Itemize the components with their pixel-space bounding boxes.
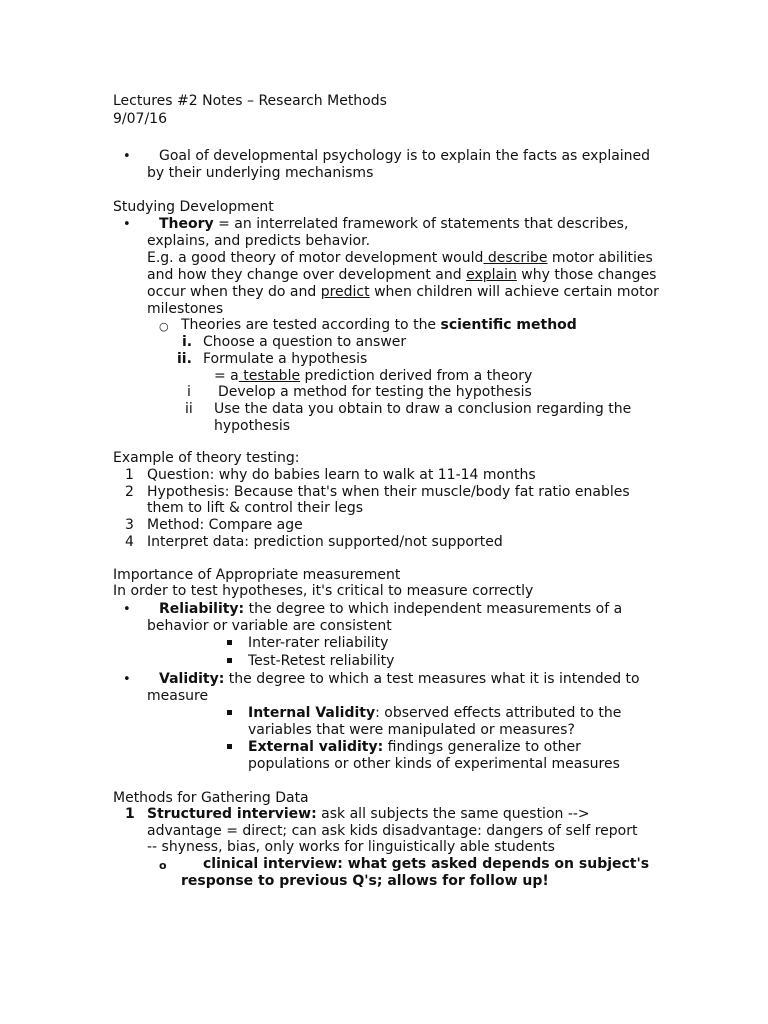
validity-definition-cont: measure: [147, 688, 209, 704]
intro-line-2: by their underlying mechanisms: [147, 165, 374, 181]
step-choose-question: Choose a question to answer: [203, 334, 407, 350]
reliability-definition-cont: behavior or variable are consistent: [147, 618, 392, 634]
section-heading-example: Example of theory testing:: [113, 450, 300, 466]
list-number: 1: [125, 806, 135, 822]
internal-validity-cont: variables that were manipulated or measures?: [248, 722, 575, 738]
bullet-icon: •: [123, 672, 131, 687]
example-line-3: occur when they do and predict when children will achieve certain motor: [147, 284, 659, 300]
example-line-1: E.g. a good theory of motor development would describe motor abilities: [147, 250, 653, 266]
section-heading-measurement: Importance of Appropriate measurement: [113, 567, 401, 583]
list-item: Hypothesis: Because that's when their muscle/body fat ratio enables: [147, 484, 630, 500]
measurement-intro: In order to test hypotheses, it's critical to measure correctly: [113, 583, 534, 599]
square-bullet-icon: [227, 640, 232, 645]
list-item: Question: why do babies learn to walk at 11-14 months: [147, 467, 536, 483]
example-line-4: milestones: [147, 301, 224, 317]
page-date: 9/07/16: [113, 111, 167, 127]
clinical-interview-cont: response to previous Q's; allows for follow up!: [181, 873, 549, 889]
testable-prediction: = a testable prediction derived from a theory: [214, 368, 533, 384]
section-heading-methods: Methods for Gathering Data: [113, 790, 309, 806]
internal-validity: Internal Validity: observed effects attributed to the: [248, 705, 622, 721]
square-bullet-icon: [227, 744, 232, 749]
inter-rater-reliability: Inter-rater reliability: [248, 635, 389, 651]
step-use-data: Use the data you obtain to draw a conclusion regarding the: [214, 401, 632, 417]
structured-interview-shyness: -- shyness, bias, only works for linguistically able students: [147, 839, 555, 855]
list-number: 3: [125, 517, 134, 533]
bullet-icon: •: [123, 149, 131, 164]
step-num: i.: [182, 334, 193, 350]
reliability-definition: Reliability: the degree to which independent measurements of a: [159, 601, 623, 617]
step-develop-method: Develop a method for testing the hypothesis: [218, 384, 532, 400]
external-validity-cont: populations or other kinds of experimental measures: [248, 756, 620, 772]
step-num: i: [187, 384, 191, 400]
structured-interview: Structured interview: ask all subjects the same question -->: [147, 806, 590, 822]
step-formulate-hypothesis: Formulate a hypothesis: [203, 351, 368, 367]
hollow-bullet-icon: ○: [159, 320, 169, 333]
scientific-method-line: Theories are tested according to the scientific method: [181, 317, 577, 333]
step-num: ii: [185, 401, 193, 417]
list-item-cont: them to lift & control their legs: [147, 500, 364, 516]
validity-definition: Validity: the degree to which a test measures what it is intended to: [159, 671, 640, 687]
square-bullet-icon: [227, 710, 232, 715]
step-num: ii.: [177, 351, 192, 367]
filled-circle-bullet-icon: o: [159, 859, 167, 872]
section-heading-studying: Studying Development: [113, 199, 274, 215]
list-number: 1: [125, 467, 134, 483]
list-number: 2: [125, 484, 134, 500]
theory-definition-cont: explains, and predicts behavior.: [147, 233, 371, 249]
test-retest-reliability: Test-Retest reliability: [248, 653, 395, 669]
external-validity: External validity: findings generalize to other: [248, 739, 581, 755]
clinical-interview: clinical interview: what gets asked depends on subject's: [203, 856, 650, 872]
example-line-2: and how they change over development and explain why those changes: [147, 267, 657, 283]
step-use-data-cont: hypothesis: [214, 418, 291, 434]
bullet-icon: •: [123, 602, 131, 617]
theory-definition: Theory = an interrelated framework of statements that describes,: [159, 216, 629, 232]
page-title: Lectures #2 Notes – Research Methods: [113, 93, 387, 109]
square-bullet-icon: [227, 658, 232, 663]
intro-line-1: Goal of developmental psychology is to explain the facts as explained: [159, 148, 651, 164]
list-item: Method: Compare age: [147, 517, 303, 533]
list-item: Interpret data: prediction supported/not supported: [147, 534, 503, 550]
list-number: 4: [125, 534, 134, 550]
bullet-icon: •: [123, 217, 131, 232]
structured-interview-advantage: advantage = direct; can ask kids disadvantage: dangers of self report: [147, 823, 638, 839]
